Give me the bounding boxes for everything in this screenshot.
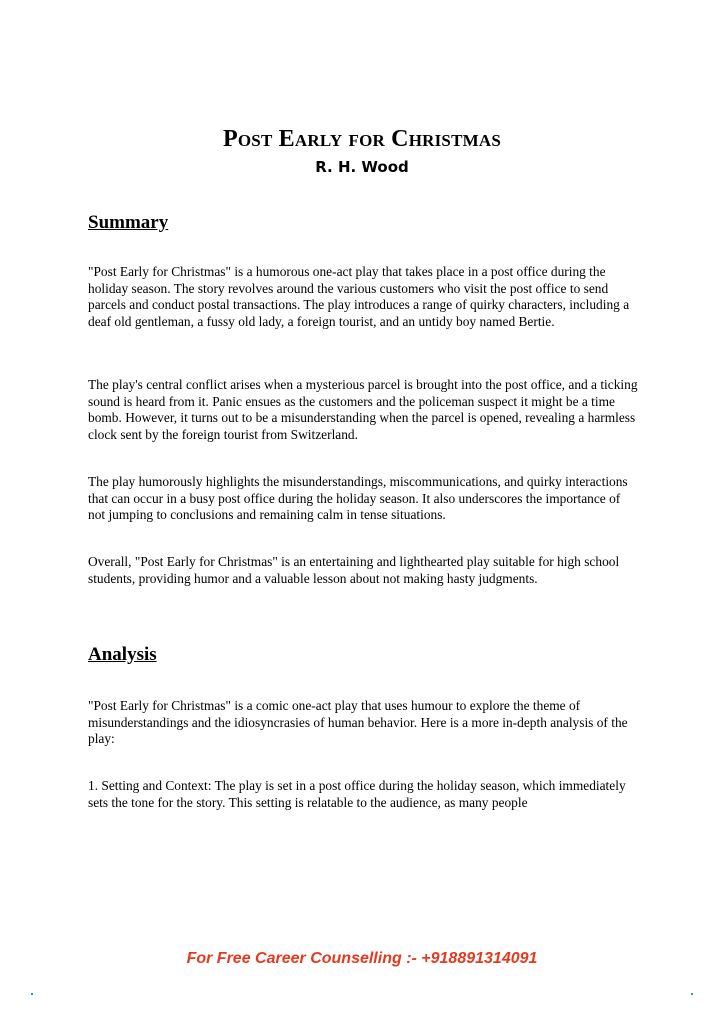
summary-paragraph: Overall, "Post Early for Christmas" is an entertaining and lighthearted play suitable for high school students, providing humor and a valuable lesson about not making hasty judgments. [88,554,620,586]
corner-dot-decoration [691,993,693,995]
career-counselling-footer: For Free Career Counselling :- +918891314091 [186,950,538,967]
analysis-paragraph: 1. Setting and Context: The play is set in a post office during the holiday season, which immediately sets the tone for the story. This setting is relatable to the audience, as many people [88,778,626,810]
analysis-heading: Analysis [88,644,157,665]
corner-dot-decoration [31,993,33,995]
summary-paragraph: The play humorously highlights the misunderstandings, miscommunications, and quirky interactions that can occur in a busy post office during the holiday season. It also underscores the importance of not jumping to conclusions and remaining calm in tense situations. [88,474,628,523]
summary-paragraph: "Post Early for Christmas" is a humorous one-act play that takes place in a post office during the holiday season. The story revolves around the various customers who visit the post office to send parcels and conduct postal transactions. The play introduces a range of quirky characters, including a deaf old gentleman, a fussy old lady, a foreign tourist, and an untidy boy named Bertie. [88,264,630,330]
document-author: R. H. Wood [315,158,409,176]
document-title: Post Early for Christmas [223,126,501,152]
summary-heading: Summary [88,212,169,233]
analysis-paragraph: "Post Early for Christmas" is a comic one-act play that uses humour to explore the theme of misunderstandings and the idiosyncrasies of human behavior. Here is a more in-depth analysis of the play: [88,698,628,747]
summary-paragraph: The play's central conflict arises when a mysterious parcel is brought into the post office, and a ticking sound is heard from it. Panic ensues as the customers and the policeman suspect it might be a time bomb. However, it turns out to be a misunderstanding when the parcel is opened, revealing a harmless clock sent by the foreign tourist from Switzerland. [88,377,638,443]
